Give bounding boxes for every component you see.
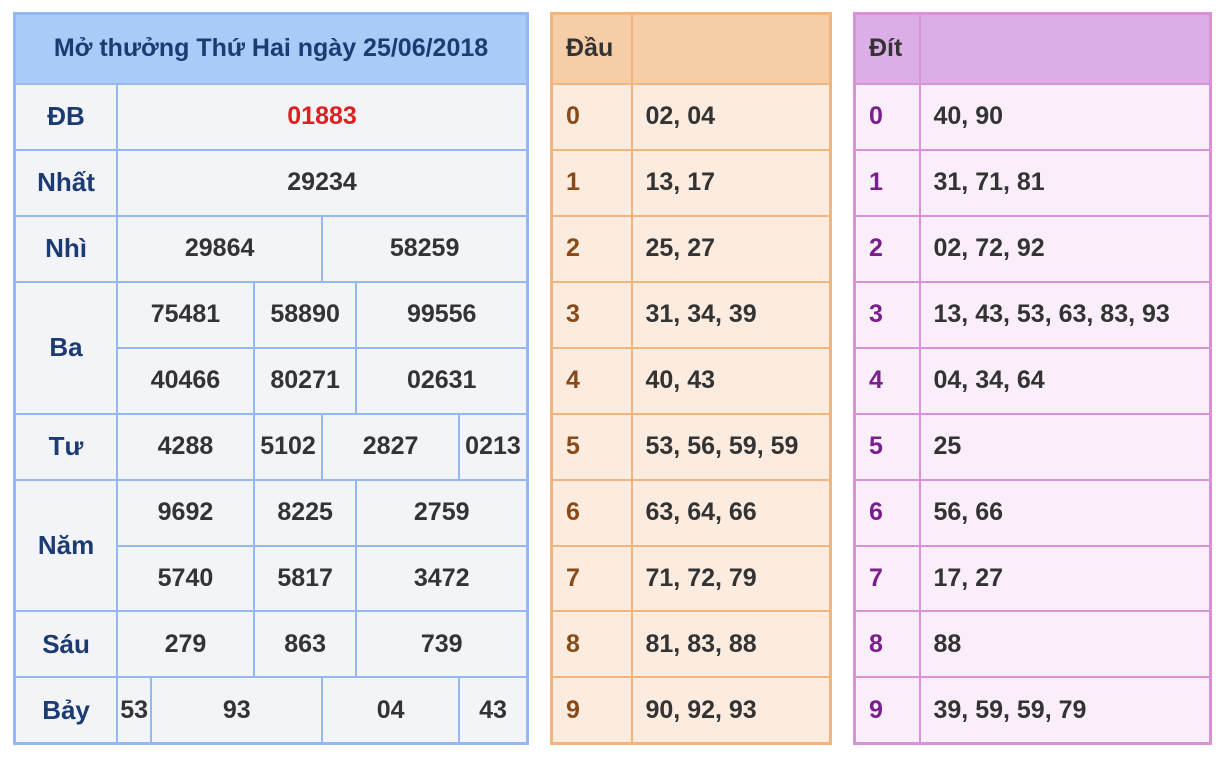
row-key: 8 — [855, 611, 920, 677]
prize-row-nhat — [15, 150, 528, 216]
table-row — [855, 348, 1211, 414]
prize-label-nam: Năm — [15, 480, 118, 612]
row-values: 40, 43 — [632, 348, 831, 414]
table-row — [552, 282, 831, 348]
dit-header: Đít — [855, 14, 920, 84]
lottery-results-table — [13, 12, 529, 745]
row-values: 56, 66 — [920, 480, 1211, 546]
row-values: 13, 43, 53, 63, 83, 93 — [920, 282, 1211, 348]
prize-number: 739 — [356, 611, 527, 677]
prize-number: 75481 — [117, 282, 254, 348]
prize-row-sau — [15, 611, 528, 677]
table-row — [552, 216, 831, 282]
results-title: Mở thưởng Thứ Hai ngày 25/06/2018 — [15, 14, 528, 84]
table-row — [552, 611, 831, 677]
row-values: 39, 59, 59, 79 — [920, 677, 1211, 743]
prize-number: 29234 — [117, 150, 527, 216]
prize-number: 0213 — [459, 414, 528, 480]
row-key: 5 — [552, 414, 632, 480]
row-key: 6 — [552, 480, 632, 546]
prize-number: 58890 — [254, 282, 357, 348]
dau-header-blank — [632, 14, 831, 84]
row-key: 4 — [855, 348, 920, 414]
row-key: 2 — [552, 216, 632, 282]
row-values: 31, 71, 81 — [920, 150, 1211, 216]
dit-rows — [855, 84, 1211, 744]
row-key: 1 — [855, 150, 920, 216]
prize-number: 5817 — [254, 546, 357, 612]
table-row — [855, 414, 1211, 480]
table-row — [855, 84, 1211, 150]
prize-number: 29864 — [117, 216, 322, 282]
table-row — [855, 216, 1211, 282]
table-row — [855, 611, 1211, 677]
row-key: 9 — [552, 677, 632, 743]
row-values: 25, 27 — [632, 216, 831, 282]
row-values: 02, 72, 92 — [920, 216, 1211, 282]
prize-label-bay: Bảy — [15, 677, 118, 743]
table-row — [855, 677, 1211, 743]
prize-number: 4288 — [117, 414, 254, 480]
prize-row-nam — [15, 480, 528, 546]
row-values: 40, 90 — [920, 84, 1211, 150]
row-values: 31, 34, 39 — [632, 282, 831, 348]
prize-number: 99556 — [356, 282, 527, 348]
dau-header: Đầu — [552, 14, 632, 84]
row-key: 8 — [552, 611, 632, 677]
prize-number: 53 — [117, 677, 151, 743]
prize-label-ba: Ba — [15, 282, 118, 414]
dau-rows — [552, 84, 831, 744]
row-key: 7 — [552, 546, 632, 612]
prize-number: 5740 — [117, 546, 254, 612]
prize-label-nhat: Nhất — [15, 150, 118, 216]
prize-number: 863 — [254, 611, 357, 677]
prize-row-tu — [15, 414, 528, 480]
dau-table — [550, 12, 832, 745]
table-row — [552, 677, 831, 743]
prize-number: 2827 — [322, 414, 459, 480]
prize-label-db: ĐB — [15, 84, 118, 150]
row-key: 1 — [552, 150, 632, 216]
prize-number: 9692 — [117, 480, 254, 546]
table-row — [552, 150, 831, 216]
row-values: 63, 64, 66 — [632, 480, 831, 546]
prize-label-tu: Tư — [15, 414, 118, 480]
table-row — [855, 480, 1211, 546]
table-row — [552, 480, 831, 546]
row-key: 9 — [855, 677, 920, 743]
prize-number: 02631 — [356, 348, 527, 414]
row-values: 90, 92, 93 — [632, 677, 831, 743]
row-key: 0 — [855, 84, 920, 150]
prize-row-ba — [15, 282, 528, 348]
prize-number: 58259 — [322, 216, 527, 282]
row-values: 25 — [920, 414, 1211, 480]
table-row — [855, 546, 1211, 612]
prize-number: 8225 — [254, 480, 357, 546]
row-key: 5 — [855, 414, 920, 480]
table-row — [855, 150, 1211, 216]
row-key: 3 — [552, 282, 632, 348]
prize-number: 40466 — [117, 348, 254, 414]
prize-number: 3472 — [356, 546, 527, 612]
prize-label-nhi: Nhì — [15, 216, 118, 282]
row-key: 0 — [552, 84, 632, 150]
row-values: 04, 34, 64 — [920, 348, 1211, 414]
prize-number: 80271 — [254, 348, 357, 414]
row-values: 71, 72, 79 — [632, 546, 831, 612]
prize-number: 2759 — [356, 480, 527, 546]
row-values: 53, 56, 59, 59 — [632, 414, 831, 480]
row-key: 2 — [855, 216, 920, 282]
row-key: 3 — [855, 282, 920, 348]
prize-number: 04 — [322, 677, 459, 743]
table-row — [552, 84, 831, 150]
row-values: 17, 27 — [920, 546, 1211, 612]
table-row — [552, 546, 831, 612]
row-values: 81, 83, 88 — [632, 611, 831, 677]
prize-row-bay — [15, 677, 528, 743]
dit-table — [853, 12, 1212, 745]
row-key: 7 — [855, 546, 920, 612]
prize-number: 01883 — [117, 84, 527, 150]
row-values: 13, 17 — [632, 150, 831, 216]
table-row — [552, 348, 831, 414]
prize-number: 93 — [151, 677, 322, 743]
dit-header-blank — [920, 14, 1211, 84]
row-key: 6 — [855, 480, 920, 546]
prize-number: 5102 — [254, 414, 322, 480]
prize-number: 43 — [459, 677, 528, 743]
row-key: 4 — [552, 348, 632, 414]
row-values: 88 — [920, 611, 1211, 677]
prize-row-db — [15, 84, 528, 150]
prize-label-sau: Sáu — [15, 611, 118, 677]
prize-number: 279 — [117, 611, 254, 677]
table-row — [855, 282, 1211, 348]
row-values: 02, 04 — [632, 84, 831, 150]
prize-row-nhi — [15, 216, 528, 282]
table-row — [552, 414, 831, 480]
